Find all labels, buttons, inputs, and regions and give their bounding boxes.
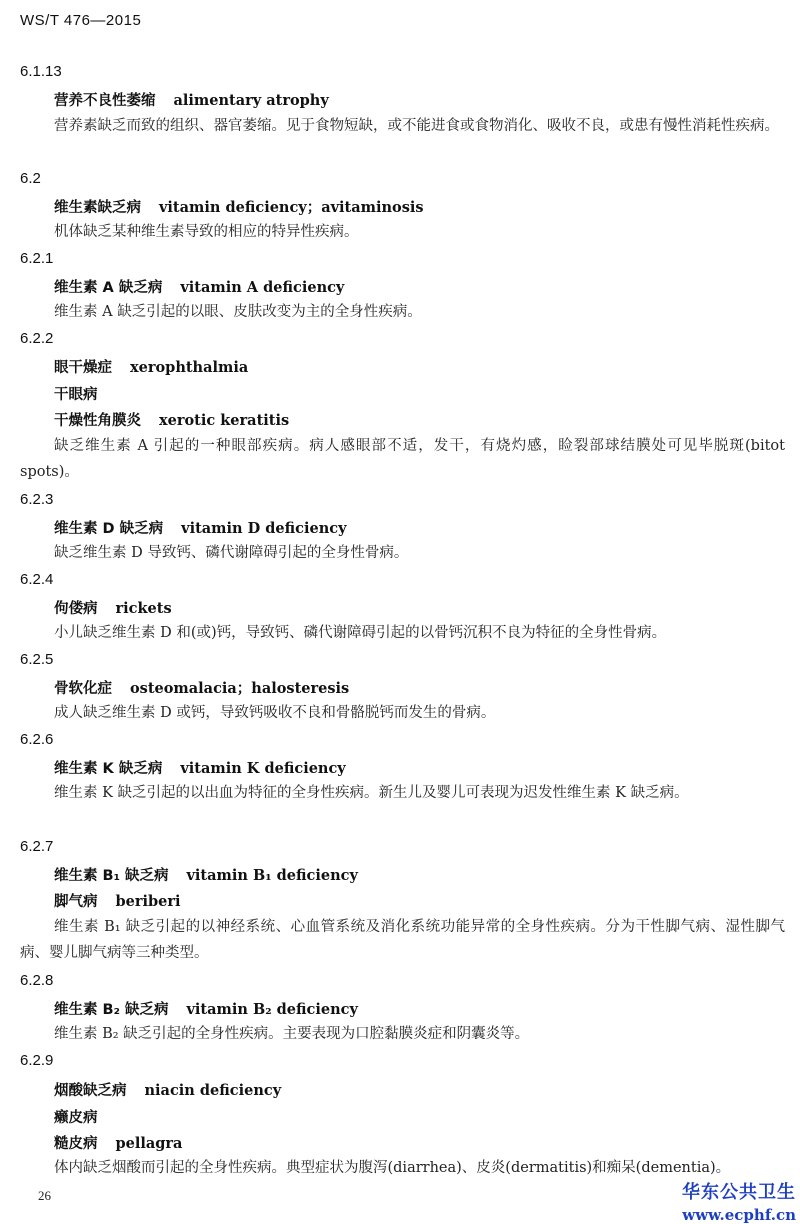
term-zh: 维生素 B₂ 缺乏病 [54, 1002, 169, 1018]
term-line [54, 1132, 182, 1153]
term-line [54, 383, 98, 404]
term-zh: 佝偻病 [54, 601, 98, 617]
term-line [54, 89, 329, 110]
definition-text: 营养素缺乏而致的组织、器官萎缩。见于食物短缺，或不能进食或食物消化、吸收不良，或患有慢性消耗性疾病。 [54, 118, 779, 134]
definition-text: 机体缺乏某种维生素导致的相应的特异性疾病。 [54, 224, 359, 240]
term-line [54, 1106, 98, 1127]
term-line [54, 517, 347, 538]
clause-number: 6.2.5 [20, 651, 54, 668]
definition-text: 缺乏维生素 A 引起的一种眼部疾病。病人感眼部不适，发干，有烧灼感，睑裂部球结膜处可见毕脱斑(bitot spots)。 [20, 438, 785, 480]
clause-number: 6.2.3 [20, 491, 54, 508]
definition-text: 维生素 A 缺乏引起的以眼、皮肤改变为主的全身性疾病。 [54, 304, 422, 320]
term-line [54, 356, 248, 377]
clause-number: 6.2.1 [20, 250, 54, 267]
term-zh: 维生素缺乏病 [54, 200, 141, 216]
page-number: 26 [38, 1188, 51, 1203]
term-en: vitamin K deficiency [180, 760, 346, 777]
term-en: osteomalacia；halosteresis [130, 680, 350, 697]
term-line [54, 276, 344, 297]
term-zh: 营养不良性萎缩 [54, 93, 156, 109]
term-en: niacin deficiency [144, 1082, 282, 1099]
term-en: alimentary atrophy [173, 92, 329, 109]
term-line [54, 677, 349, 698]
definition-text: 小儿缺乏维生素 D 和(或)钙，导致钙、磷代谢障碍引起的以骨钙沉积不良为特征的全身性骨病。 [54, 625, 667, 641]
term-line [54, 196, 424, 217]
term-en: vitamin B₁ deficiency [186, 867, 358, 884]
watermark-url: www.ecphf.cn [682, 1206, 796, 1224]
term-en: pellagra [115, 1135, 183, 1152]
clause-number: 6.2.7 [20, 838, 54, 855]
clause-number: 6.1.13 [20, 63, 62, 80]
standard-number-header: WS/T 476—2015 [20, 12, 142, 29]
term-zh: 维生素 K 缺乏病 [54, 761, 163, 777]
definition-text: 体内缺乏烟酸而引起的全身性疾病。典型症状为腹泻(diarrhea)、皮炎(dermatitis)和痴呆(dementia)。 [54, 1160, 731, 1176]
term-zh: 骨软化症 [54, 681, 112, 697]
term-zh: 脚气病 [54, 894, 98, 910]
definition-text: 维生素 B₂ 缺乏引起的全身性疾病。主要表现为口腔黏膜炎症和阴囊炎等。 [54, 1026, 530, 1042]
term-en: rickets [115, 600, 172, 617]
definition-text: 成人缺乏维生素 D 或钙，导致钙吸收不良和骨骼脱钙而发生的骨病。 [54, 705, 496, 721]
term-zh: 糙皮病 [54, 1136, 98, 1152]
term-line [54, 864, 358, 885]
term-zh: 干燥性角膜炎 [54, 413, 141, 429]
term-line [54, 597, 172, 618]
term-zh: 维生素 B₁ 缺乏病 [54, 868, 169, 884]
clause-number: 6.2.2 [20, 330, 54, 347]
clause-number: 6.2 [20, 170, 41, 187]
term-zh: 维生素 D 缺乏病 [54, 521, 164, 537]
term-line [54, 998, 358, 1019]
clause-number: 6.2.6 [20, 731, 54, 748]
term-line [54, 757, 346, 778]
term-zh: 维生素 A 缺乏病 [54, 280, 163, 296]
term-line [54, 890, 181, 911]
term-en: vitamin D deficiency [181, 520, 347, 537]
definition-text: 维生素 B₁ 缺乏引起的以神经系统、心血管系统及消化系统功能异常的全身性疾病。分为干性脚气病、湿性脚气病、婴儿脚气病等三种类型。 [20, 919, 785, 961]
definition-text: 缺乏维生素 D 导致钙、磷代谢障碍引起的全身性骨病。 [54, 545, 409, 561]
term-en: vitamin A deficiency [180, 279, 345, 296]
clause-number: 6.2.8 [20, 972, 54, 989]
watermark-name: 华东公共卫生 [682, 1182, 796, 1203]
definition-text: 维生素 K 缺乏引起的以出血为特征的全身性疾病。新生儿及婴儿可表现为迟发性维生素 K 缺乏病。 [54, 785, 689, 801]
term-zh: 眼干燥症 [54, 360, 112, 376]
term-en: xerotic keratitis [159, 412, 290, 429]
clause-number: 6.2.9 [20, 1052, 54, 1069]
term-en: vitamin B₂ deficiency [186, 1001, 358, 1018]
term-en: vitamin deficiency；avitaminosis [159, 199, 424, 216]
clause-number: 6.2.4 [20, 571, 54, 588]
term-zh: 癞皮病 [54, 1110, 98, 1126]
term-line [54, 1079, 281, 1100]
term-en: xerophthalmia [130, 359, 249, 376]
term-line [54, 409, 289, 430]
term-en: beriberi [115, 893, 181, 910]
term-zh: 烟酸缺乏病 [54, 1083, 127, 1099]
term-zh: 干眼病 [54, 387, 98, 403]
site-watermark [682, 1178, 796, 1224]
